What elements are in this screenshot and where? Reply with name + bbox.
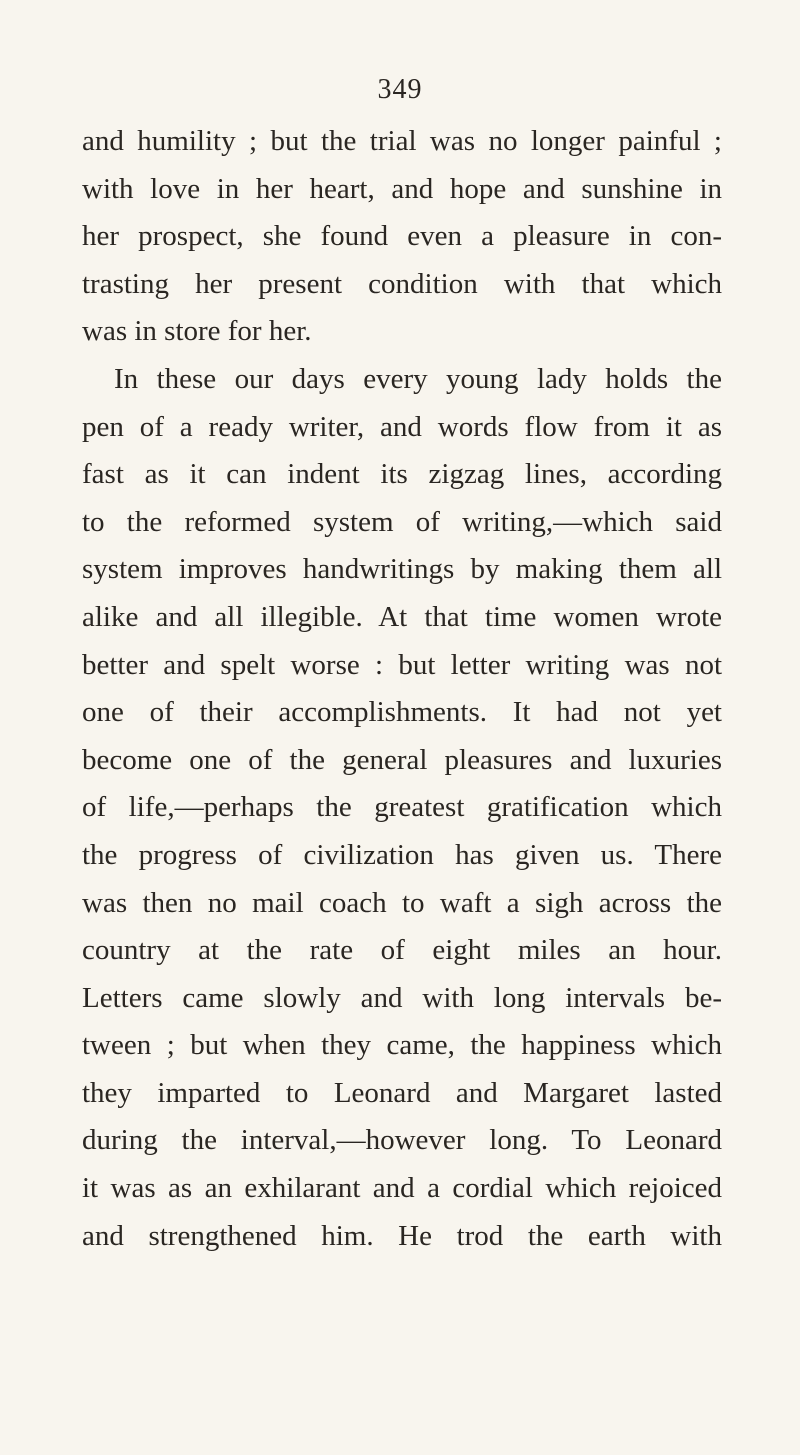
text-line: was in store for her. xyxy=(82,315,312,348)
text-line: better and spelt worse : but letter writing was not xyxy=(82,648,722,681)
text-line: one of their accomplishments. It had not yet xyxy=(82,696,722,729)
text-line: her prospect, she found even a pleasure in con- xyxy=(82,220,722,253)
text-line: In these our days every young lady holds the xyxy=(114,362,722,395)
text-line: they imparted to Leonard and Margaret lasted xyxy=(82,1076,722,1109)
text-line: tween ; but when they came, the happiness which xyxy=(82,1029,722,1062)
text-line: pen of a ready writer, and words flow from it as xyxy=(82,410,722,443)
text-line: fast as it can indent its zigzag lines, according xyxy=(82,458,722,491)
text-line: of life,—perhaps the greatest gratification which xyxy=(82,791,722,824)
text-line: trasting her present condition with that which xyxy=(82,267,722,300)
text-line: country at the rate of eight miles an hour. xyxy=(82,934,722,967)
text-line: with love in her heart, and hope and sunshine in xyxy=(82,172,722,205)
text-line: Letters came slowly and with long intervals be- xyxy=(82,981,722,1014)
body-text xyxy=(82,118,722,1260)
text-line: during the interval,—however long. To Leonard xyxy=(82,1124,722,1157)
text-line: alike and all illegible. At that time women wrote xyxy=(82,600,722,633)
text-line: to the reformed system of writing,—which said xyxy=(82,505,722,538)
text-line: was then no mail coach to waft a sigh across the xyxy=(82,886,722,919)
text-line: and humility ; but the trial was no longer painful ; xyxy=(82,125,722,157)
text-line: the progress of civilization has given us. There xyxy=(82,838,722,871)
text-line: it was as an exhilarant and a cordial which rejoiced xyxy=(82,1172,722,1205)
page-number: 349 xyxy=(377,74,423,105)
text-line: and strengthened him. He trod the earth with xyxy=(82,1219,722,1252)
text-line: system improves handwritings by making them all xyxy=(82,553,722,586)
text-line: become one of the general pleasures and luxuries xyxy=(82,743,722,776)
